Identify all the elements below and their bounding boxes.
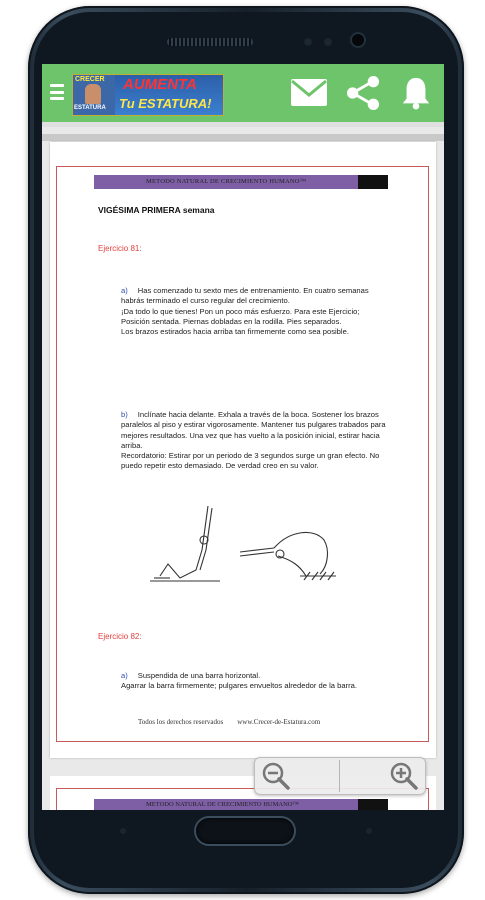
footer-website: www.Crecer-de-Estatura.com [237, 718, 321, 726]
exercise-illustration-seated-stretch [150, 506, 230, 586]
document-page[interactable] [50, 142, 436, 758]
exercise-82-a [121, 671, 387, 692]
exercise-81-a-line3: Posición sentada. Piernas dobladas en la rodilla. Pies separados. [121, 316, 342, 326]
light-sensor [323, 37, 333, 47]
exercise-82-a-label: a) [121, 671, 128, 680]
exercise-82-title: Ejercicio 82: [98, 632, 142, 641]
app-logo [72, 74, 224, 116]
exercise-82-a-text: Suspendida de una barra horizontal. [137, 671, 261, 680]
page-banner [94, 175, 388, 189]
front-camera [352, 34, 364, 46]
exercise-81-title: Ejercicio 81: [98, 244, 142, 253]
proximity-sensor [303, 37, 313, 47]
zoom-controls [254, 757, 426, 795]
page-banner-text: METODO NATURAL DE CRECIMIENTO HUMANO™ [146, 178, 307, 185]
exercise-81-b-text: Inclínate hacia delante. Exhala a través de la boca. Sostener los brazos paralelos al piso y estirar vigorosamente. Mantener tus pulgares trabados para mejores resultados. Una vez que has vuelto a la posición inicial, estirar hacia arriba. [121, 410, 386, 450]
exercise-81-a-line2: ¡Da todo lo que tienes! Pon un poco más esfuerzo. Para este Ejercicio; [121, 306, 360, 316]
back-softkey[interactable] [366, 828, 372, 834]
exercise-81-b-label: b) [121, 410, 128, 419]
exercise-81-b [121, 410, 387, 472]
app-bar [42, 64, 444, 122]
next-page-banner-text: METODO NATURAL DE CRECIMIENTO HUMANO™ [146, 801, 299, 808]
logo-badge [73, 75, 115, 115]
zoom-out-icon[interactable] [261, 761, 291, 791]
share-icon[interactable] [344, 76, 382, 110]
logo-title [115, 75, 223, 115]
exercise-81-a-text: Has comenzado tu sexto mes de entrenamiento. En cuatro semanas habrás terminado el curso regular del crecimiento. [121, 286, 369, 306]
logo-title-line1: AUMENTA [123, 76, 197, 93]
logo-top-left-text: CRECER [75, 76, 105, 83]
bell-icon[interactable] [400, 76, 432, 110]
document-top-border [42, 134, 444, 141]
exercise-81-a-line4: Los brazos estirados hacia arriba tan firmemente como sea posible. [121, 327, 349, 337]
zoom-in-icon[interactable] [389, 761, 419, 791]
exercise-82-a-line2: Agarrar la barra firmemente; pulgares envueltos alrededor de la barra. [121, 681, 357, 691]
exercise-81-a [121, 286, 387, 337]
menu-softkey[interactable] [120, 828, 126, 834]
logo-bottom-left-text: ESTATURA [74, 105, 106, 111]
menu-icon[interactable] [50, 84, 64, 100]
mail-icon[interactable] [289, 76, 329, 110]
next-page-banner [94, 799, 388, 810]
logo-figure [85, 84, 101, 104]
footer-rights: Todos los derechos reservados [138, 718, 224, 726]
week-title: VIGÉSIMA PRIMERA semana [98, 205, 215, 215]
toolbar-shadow [42, 122, 444, 127]
exercise-illustration-forward-bend [240, 526, 340, 584]
zoom-divider [339, 760, 340, 792]
earpiece-speaker [167, 38, 253, 46]
logo-title-line2: Tu ESTATURA! [119, 96, 212, 111]
banner-black-block [358, 175, 388, 189]
app-screen [42, 64, 444, 810]
exercise-81-a-label: a) [121, 286, 128, 295]
exercise-81-b-reminder: Recordatorio: Estirar por un periodo de 3 segundos surge un gran efecto. No puedo repetir esto demasiado. De verdad creo en su valor. [121, 451, 380, 471]
next-banner-black-block [358, 799, 388, 810]
page-footer [138, 718, 334, 726]
home-button[interactable] [196, 818, 294, 844]
